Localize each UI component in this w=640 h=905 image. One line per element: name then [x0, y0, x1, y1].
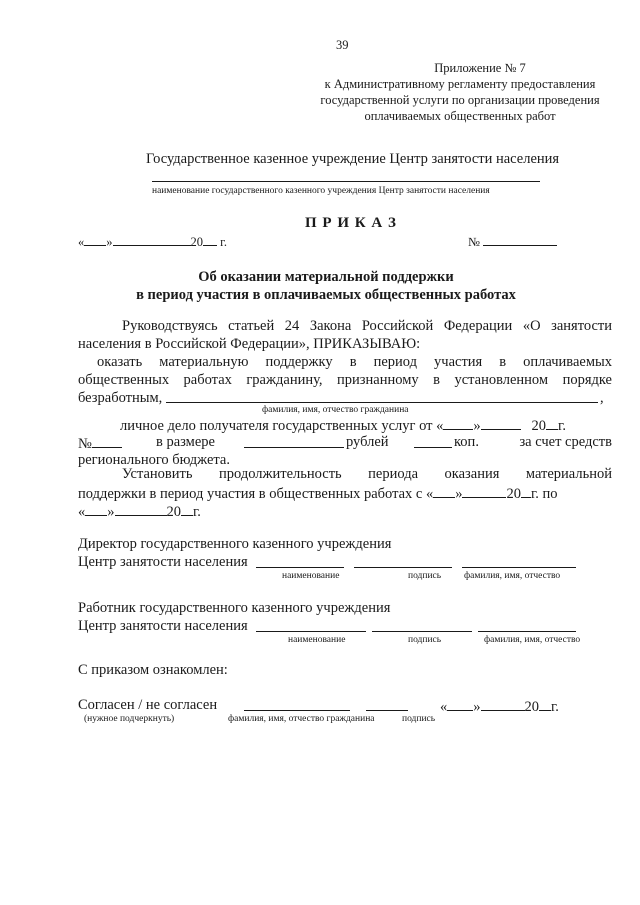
p4-year-suffix: г. по: [530, 486, 558, 502]
director-name-blank: [256, 567, 344, 568]
p3-close-quote: »: [473, 418, 481, 434]
consent-year: 20: [524, 699, 539, 715]
p3-number-blank: [92, 434, 122, 448]
date-year-suffix: г.: [220, 235, 227, 249]
p4-month-blank: [462, 484, 506, 498]
consent-caption-fio: фамилия, имя, отчество гражданина: [228, 714, 375, 724]
order-number-line: [468, 232, 557, 250]
order-number-blank: [483, 232, 557, 246]
fio-caption: фамилия, имя, отчество гражданина: [262, 405, 409, 415]
appendix-line-4: оплачиваемых общественных работ: [364, 109, 556, 123]
p3-year-blank: [546, 416, 558, 430]
p3-year: 20: [531, 418, 547, 434]
worker-caption-name: наименование: [288, 635, 346, 645]
date-year-blank: [203, 232, 217, 246]
date-open-quote: «: [78, 235, 85, 249]
date-year-prefix: 20: [190, 235, 203, 249]
consent-day-blank: [447, 697, 473, 711]
worker-caption-fio: фамилия, имя, отчество: [484, 635, 581, 645]
body-p4-line-1: Установить продолжительность периода оказания материальной: [122, 466, 612, 482]
p4-close-quote: »: [455, 486, 463, 502]
fio-blank: [166, 402, 598, 403]
appendix-line-3: государственной услуги по организации проведения: [320, 93, 600, 107]
consent-close-quote: »: [473, 699, 481, 715]
p3-day-blank: [443, 416, 473, 430]
body-p2-line-2: общественных работах гражданину, признанному в установленном порядке: [78, 372, 612, 388]
p3-month-blank: [481, 416, 521, 430]
fio-comma: ,: [600, 390, 604, 406]
director-sign-blank: [354, 567, 452, 568]
consent-caption-underline: (нужное подчеркнуть): [84, 714, 175, 724]
director-line-2: Центр занятости населения: [78, 554, 248, 570]
worker-sign-blank: [372, 631, 472, 632]
appendix-line-1: Приложение № 7: [434, 61, 526, 75]
consent-open-quote: «: [440, 699, 448, 715]
unemployed-label: безработным,: [78, 390, 163, 406]
body-p4-line-2: [78, 484, 558, 503]
order-number-label: №: [468, 235, 480, 249]
body-p4-line-3: [78, 502, 201, 521]
date-month-blank: [113, 232, 191, 246]
subject-line-1: Об оказании материальной поддержки: [198, 269, 454, 285]
consent-year-suffix: г.: [551, 699, 559, 715]
consent-date: [440, 697, 559, 716]
institution-name: Государственное казенное учреждение Центр занятости населения: [146, 151, 560, 167]
body-p3-line-1: [120, 416, 566, 435]
institution-caption: наименование государственного казенного учреждения Центр занятости населения: [152, 186, 490, 196]
subject-line-2: в период участия в оплачиваемых общественных работах: [136, 287, 516, 303]
p3-kop-blank: [414, 434, 452, 448]
p3-year-suffix: г.: [558, 418, 566, 434]
worker-name-blank: [256, 631, 366, 632]
subject-block: [0, 268, 640, 304]
p4-end-year-blank: [181, 502, 193, 516]
p3-funding-text: за счет средств: [519, 434, 612, 450]
p4-end-close-quote: »: [107, 504, 115, 520]
personal-file-text: личное дело получателя государственных услуг от «: [120, 418, 444, 434]
appendix-block: [300, 60, 620, 124]
director-caption-fio: фамилия, имя, отчество: [464, 571, 561, 581]
p4-period-text: поддержки в период участия в общественных работах с «: [78, 486, 434, 502]
p4-end-month-blank: [115, 502, 167, 516]
acquainted-heading: С приказом ознакомлен:: [78, 662, 228, 678]
p4-year: 20: [506, 486, 521, 502]
body-p2-line-1: оказать материальную поддержку в период участия в оплачиваемых: [97, 354, 612, 370]
body-p3-line-2: [78, 434, 612, 453]
p4-end-open-quote: «: [78, 504, 86, 520]
date-line: [78, 232, 227, 250]
worker-line-2: Центр занятости населения: [78, 618, 248, 634]
p4-end-year: 20: [166, 504, 181, 520]
consent-month-blank: [481, 697, 525, 711]
worker-caption-sign: подпись: [408, 635, 442, 645]
director-caption-name: наименование: [282, 571, 340, 581]
institution-underline: [152, 181, 540, 182]
worker-line-1: Работник государственного казенного учреждения: [78, 600, 391, 616]
director-caption-sign: подпись: [408, 571, 442, 581]
date-close-quote: »: [106, 235, 113, 249]
document-title: П Р И К А З: [305, 215, 397, 231]
consent-label: Согласен / не согласен: [78, 697, 218, 713]
consent-caption-sign: подпись: [402, 714, 436, 724]
p4-year-blank: [521, 484, 531, 498]
body-p3-line-3: регионального бюджета.: [78, 452, 230, 468]
p4-end-day-blank: [85, 502, 107, 516]
date-day-blank: [84, 232, 106, 246]
p3-rubles-label: рублей: [346, 434, 389, 450]
p4-end-year-suffix: г.: [193, 504, 201, 520]
appendix-line-2: к Административному регламенту предоставления: [324, 77, 596, 91]
body-p1-line-2: населения в Российской Федерации», ПРИКАЗЫВАЮ:: [78, 336, 421, 352]
worker-fio-blank: [478, 631, 576, 632]
body-p1-line-1: Руководствуясь статьей 24 Закона Российской Федерации «О занятости: [122, 318, 612, 334]
p3-kop-label: коп.: [454, 434, 479, 450]
director-line-1: Директор государственного казенного учреждения: [78, 536, 392, 552]
consent-fio-blank: [244, 710, 350, 711]
p3-amount-label: в размере: [156, 434, 215, 450]
p3-number-label: №: [78, 436, 92, 452]
consent-sign-blank: [366, 710, 408, 711]
director-fio-blank: [462, 567, 576, 568]
p4-day-blank: [433, 484, 455, 498]
p3-rubles-blank: [244, 434, 344, 448]
body-p2-line-3: [78, 390, 162, 407]
page-number: 39: [336, 38, 349, 52]
consent-year-blank: [539, 697, 551, 711]
